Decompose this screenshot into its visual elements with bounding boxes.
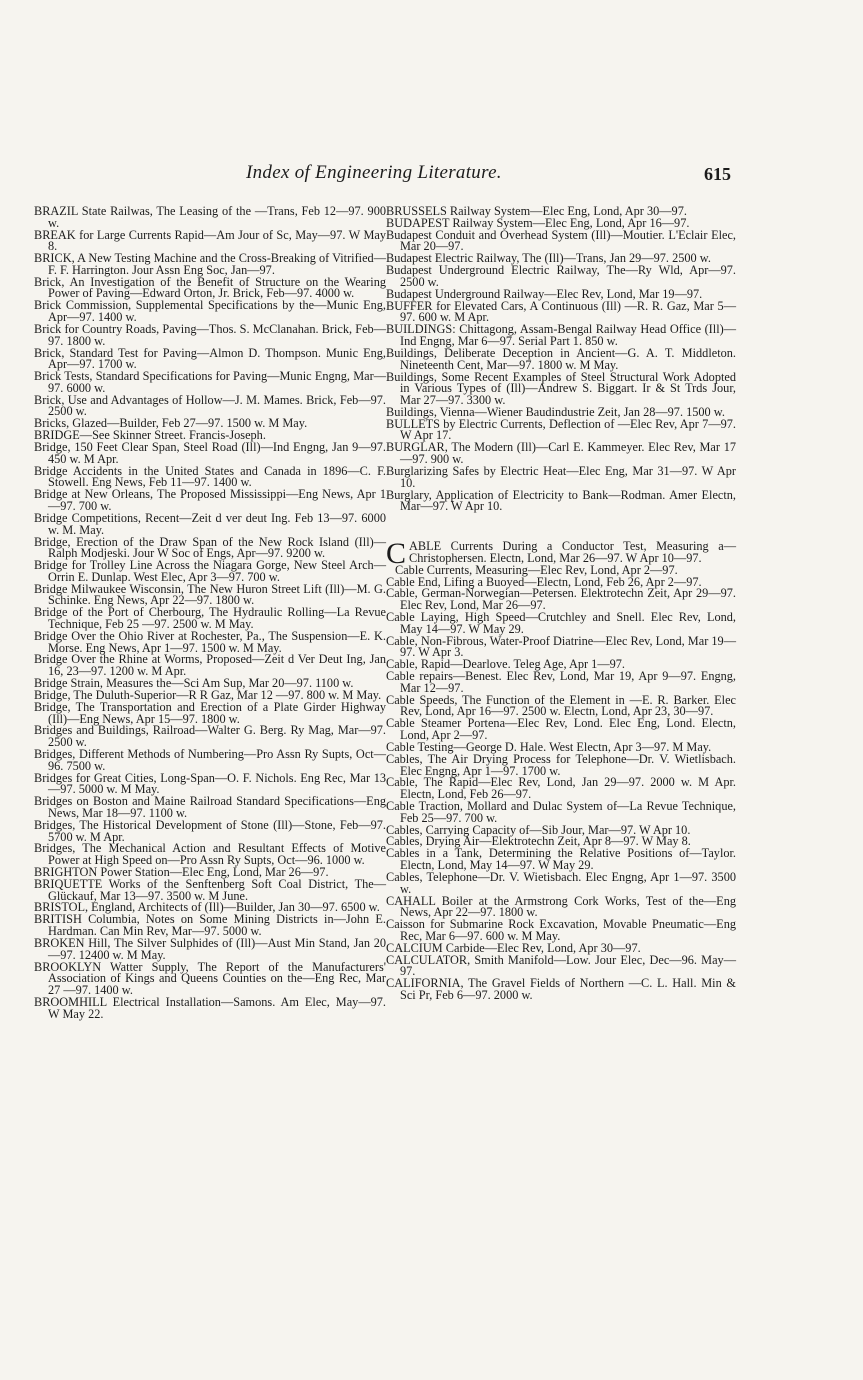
index-entry: BRUSSELS Railway System—Elec Eng, Lond, Apr 30—97.	[386, 204, 687, 218]
page-header	[0, 160, 863, 190]
index-entry: CAHALL Boiler at the Armstrong Cork Works, Test of the—Eng News, Apr 22—97. 1800 w.	[386, 893, 736, 920]
index-entry: Burglary, Application of Electricity to Bank—Rodman. Amer Electn, Mar—97. W Apr 10.	[386, 487, 736, 514]
right-column-c-entries	[386, 562, 736, 1002]
index-entry: Bridges for Great Cities, Long-Span—O. F. Nichols. Eng Rec, Mar 13—97. 5000 w. M May.	[34, 770, 386, 797]
index-entry: Cables, Drying Air—Elektrotechn Zeit, Apr 8—97. W May 8.	[386, 834, 691, 849]
index-entry: BREAK for Large Currents Rapid—Am Jour of Sc, May—97. W May 8.	[34, 227, 386, 254]
index-entry: Cable Speeds, The Function of the Element in —E. R. Barker. Elec Rev, Lond, Apr 16—97. 2500 w. Electn, Lond, Apr 23, 30—97.	[386, 692, 736, 719]
index-entry: Bricks, Glazed—Builder, Feb 27—97. 1500 w. M May.	[34, 416, 308, 431]
index-entry: Bridge Strain, Measures the—Sci Am Sup, Mar 20—97. 1100 w.	[34, 676, 354, 691]
right-column-b-entries	[386, 206, 736, 513]
page-number: 615	[704, 164, 731, 184]
index-entry: Cables in a Tank, Determining the Relative Positions of—Taylor. Electn, Lond, May 14—97. W May 29.	[386, 846, 736, 873]
index-entry: Cables, Carrying Capacity of—Sib Jour, Mar—97. W Apr 10.	[386, 822, 691, 837]
left-column	[34, 206, 386, 1020]
index-entry: BUILDINGS: Chittagong, Assam-Bengal Railway Head Office (Ill)—Ind Engng, Mar 6—97. Serial Part 1. 850 w.	[386, 322, 736, 349]
index-entry: Cable, Rapid—Dearlove. Teleg Age, Apr 1—97.	[386, 657, 625, 672]
index-entry: Cable repairs—Benest. Elec Rev, Lond, Mar 19, Apr 9—97. Engng, Mar 12—97.	[386, 669, 736, 695]
index-entry: BUFFER for Elevated Cars, A Continuous (Ill) —R. R. Gaz, Mar 5—97. 600 w. M Apr.	[386, 298, 736, 325]
dropcap-letter: C	[386, 537, 407, 571]
index-entry: Cable, Non-Fibrous, Water-Proof Diatrine—Elec Rev, Lond, Mar 19—97. W Apr 3.	[386, 633, 736, 660]
entry-text: ABLE Currents During a Conductor Test, Measuring a—Christophersen. Electn, Lond, Mar 26—97. W Apr 10—97.	[409, 539, 736, 565]
index-entry: Cable Laying, High Speed—Crutchley and Snell. Elec Rev, Lond, May 14—97. W May 29.	[386, 610, 736, 636]
index-entry: CALCULATOR, Smith Manifold—Low. Jour Elec, Dec—96. May—97.	[386, 952, 736, 979]
index-entry: BROOMHILL Electrical Installation—Samons. Am Elec, May—97. W May 22.	[34, 994, 386, 1021]
index-entry: Budapest Conduit and Overhead System (Ill)—Moutier. L'Eclair Elec, Mar 20—97.	[386, 227, 736, 254]
index-entry: Budapest Underground Railway—Elec Rev, Lond, Mar 19—97.	[386, 286, 703, 301]
index-entry: BRICK, A New Testing Machine and the Cross-Breaking of Vitrified—F. F. Harrington. Jour Assn Eng Soc, Jan—97.	[34, 251, 386, 277]
index-entry: Bridge for Trolley Line Across the Niagara Gorge, New Steel Arch—Orrin E. Dunlap. West Elec, Apr 3—97. 700 w.	[34, 558, 386, 584]
index-entry: CALCIUM Carbide—Elec Rev, Lond, Apr 30—97.	[386, 940, 641, 955]
index-entry: Cable Currents, Measuring—Elec Rev, Lond, Apr 2—97.	[395, 562, 678, 577]
index-entry: BRISTOL, England, Architects of (Ill)—Builder, Jan 30—97. 6500 w.	[34, 900, 380, 915]
index-entry: BRIDGE—See Skinner Street. Francis-Joseph.	[34, 428, 266, 443]
index-entry: BRIGHTON Power Station—Elec Eng, Lond, Mar 26—97.	[34, 865, 329, 879]
index-entry: Bridges, Different Methods of Numbering—Pro Assn Ry Supts, Oct—96. 7500 w.	[34, 747, 386, 773]
index-entry: Bridges, The Mechanical Action and Resultant Effects of Motive Power at High Speed on—Pro Assn Ry Supts, Oct—96. 1000 w.	[34, 841, 386, 868]
index-entry: Bridges on Boston and Maine Railroad Standard Specifications—Eng News, Mar 18—97. 1100 w.	[34, 794, 386, 820]
index-entry: Cable Traction, Mollard and Dulac System of—La Revue Technique, Feb 25—97. 700 w.	[386, 799, 736, 825]
index-entry: Buildings, Some Recent Examples of Steel Structural Work Adopted in Various Types of (Ill)—Andrew S. Biggart. Ir & St Trds Jour, Mar 27—97. 3300 w.	[386, 369, 736, 407]
index-entry: BRITISH Columbia, Notes on Some Mining Districts in—John E. Hardman. Can Min Rev, Mar—97. 5000 w.	[34, 912, 386, 939]
index-entry: Brick, Use and Advantages of Hollow—J. M. Mames. Brick, Feb—97. 2500 w.	[34, 392, 386, 419]
index-entry: Bridge Competitions, Recent—Zeit d ver deut Ing. Feb 13—97. 6000 w. M. May.	[34, 510, 386, 537]
index-entry: Cable Steamer Portena—Elec Rev, Lond. Elec Eng, Lond. Electn, Lond, Apr 2—97.	[386, 716, 736, 743]
index-entry: Budapest Underground Electric Railway, The—Ry Wld, Apr—97. 2500 w.	[386, 263, 736, 289]
index-entry: Bridge Over the Ohio River at Rochester, Pa., The Suspension—E. K. Morse. Eng News, Apr 1—97. 1500 w. M May.	[34, 628, 386, 655]
index-entry: Bridge, The Transportation and Erection of a Plate Girder Highway (Ill)—Eng News, Apr 15—97. 1800 w.	[34, 699, 386, 726]
index-entry: Cable Testing—George D. Hale. West Electn, Apr 3—97. M May.	[386, 739, 712, 754]
index-entry: Bridge of the Port of Cherbourg, The Hydraulic Rolling—La Revue Technique, Feb 25 —97. 2500 w. M May.	[34, 605, 386, 631]
index-entry: Burglarizing Safes by Electric Heat—Elec Eng, Mar 31—97. W Apr 10.	[386, 463, 736, 490]
index-entry: BUDAPEST Railway System—Elec Eng, Lond, Apr 16—97.	[386, 215, 690, 230]
index-entry: Cables, Telephone—Dr. V. Wietisbach. Elec Engng, Apr 1—97. 3500 w.	[386, 869, 736, 896]
index-entry: Brick Commission, Supplemental Specifications by the—Munic Eng, Apr—97. 1400 w.	[34, 298, 386, 325]
index-entry: Bridge, 150 Feet Clear Span, Steel Road (Ill)—Ind Engng, Jan 9—97. 450 w. M Apr.	[34, 440, 386, 466]
index-entry: Bridge, Erection of the Draw Span of the New Rock Island (Ill)—Ralph Modjeski. Jour W Soc of Engs, Apr—97. 9200 w.	[34, 534, 386, 561]
index-entry: BROKEN Hill, The Silver Sulphides of (Ill)—Aust Min Stand, Jan 20—97. 12400 w. M May.	[34, 935, 386, 962]
index-entry: BULLETS by Electric Currents, Deflection of —Elec Rev, Apr 7—97. W Apr 17.	[386, 416, 736, 443]
index-entry: Bridge at New Orleans, The Proposed Mississippi—Eng News, Apr 1—97. 700 w.	[34, 487, 386, 514]
index-entry: Brick Tests, Standard Specifications for Paving—Munic Engng, Mar—97. 6000 w.	[34, 369, 386, 395]
index-entry: Brick for Country Roads, Paving—Thos. S. McClanahan. Brick, Feb—97. 1800 w.	[34, 321, 386, 348]
index-entry: CALIFORNIA, The Gravel Fields of Northern —C. L. Hall. Min & Sci Pr, Feb 6—97. 2000 w.	[386, 976, 736, 1002]
index-entry: Caisson for Submarine Rock Excavation, Movable Pneumatic—Eng Rec, Mar 6—97. 600 w. M May.	[386, 917, 736, 943]
right-column	[386, 206, 736, 1002]
index-entry: Bridges and Buildings, Railroad—Walter G. Berg. Ry Mag, Mar—97. 2500 w.	[34, 723, 386, 750]
index-entry: Buildings, Vienna—Wiener Baudindustrie Zeit, Jan 28—97. 1500 w.	[386, 404, 725, 419]
index-entry: Bridge Accidents in the United States and Canada in 1896—C. F. Stowell. Eng News, Feb 11—97. 1400 w.	[34, 463, 386, 490]
index-entry: Cables, The Air Drying Process for Telephone—Dr. V. Wietlisbach. Elec Engng, Apr 1—97. 1700 w.	[386, 751, 736, 778]
index-entry: Bridge Milwaukee Wisconsin, The New Huron Street Lift (Ill)—M. G. Schinke. Eng News, Apr 22—97. 1800 w.	[34, 581, 386, 608]
index-entry: Budapest Electric Railway, The (Ill)—Trans, Jan 29—97. 2500 w.	[386, 251, 711, 266]
index-entry: Bridge, The Duluth-Superior—R R Gaz, Mar 12 —97. 800 w. M May.	[34, 687, 382, 702]
index-entry: Bridges, The Historical Development of Stone (Ill)—Stone, Feb—97. 5700 w. M Apr.	[34, 817, 386, 844]
index-entry: Cable End, Lifing a Buoyed—Electn, Lond, Feb 26, Apr 2—97.	[386, 574, 702, 589]
index-entry: BROOKLYN Watter Supply, The Report of the Manufacturers' Association of Kings and Queens Counties on the—Eng Rec, Mar 27 —97. 1400 w.	[34, 959, 386, 997]
index-entry: Buildings, Deliberate Deception in Ancient—G. A. T. Middleton. Nineteenth Cent, Mar—97. 1800 w. M May.	[386, 345, 736, 372]
index-entry: BRAZIL State Railwas, The Leasing of the —Trans, Feb 12—97. 900 w.	[34, 204, 386, 230]
index-entry: Cable, The Rapid—Elec Rev, Lond, Jan 29—97. 2000 w. M Apr. Electn, Lond, Feb 26—97.	[386, 775, 736, 802]
index-entry: Bridge Over the Rhine at Worms, Proposed—Zeit d Ver Deut Ing, Jan 16, 23—97. 1200 w. M Apr.	[34, 652, 386, 679]
index-entry: BRIQUETTE Works of the Senftenberg Soft Coal District, The—Glückauf, Mar 13—97. 3500 w. M June.	[34, 876, 386, 903]
running-title: Index of Engineering Literature.	[246, 162, 502, 183]
index-entry: BURGLAR, The Modern (Ill)—Carl E. Kammeyer. Elec Rev, Mar 17—97. 900 w.	[386, 440, 736, 467]
section-gap	[386, 513, 736, 541]
index-entry: Brick, Standard Test for Paving—Almon D. Thompson. Munic Eng, Apr—97. 1700 w.	[34, 345, 386, 372]
index-entry: Cable, German-Norwegian—Petersen. Elektrotechn Zeit, Apr 29—97. Elec Rev, Lond, Mar 26—97.	[386, 586, 736, 613]
index-entry: Brick, An Investigation of the Benefit of Structure on the Wearing Power of Paving—Edward Orton, Jr. Brick, Feb—97. 4000 w.	[34, 274, 386, 301]
